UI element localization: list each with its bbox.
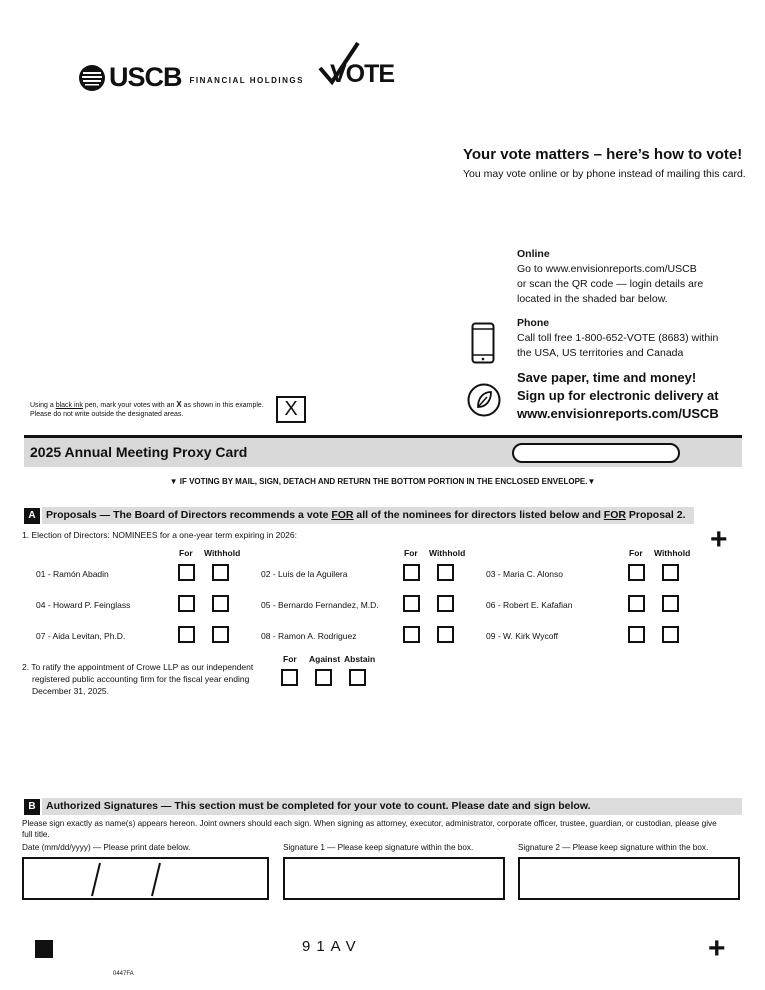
item-2-line-2: registered public accounting firm for the fiscal year ending: [32, 674, 250, 684]
plus-mark-icon: +: [710, 523, 728, 556]
section-b-note-1: Please sign exactly as name(s) appears hereon. Joint owners should each sign. When signing as attorney, executor, administrator, corporate officer, trustee, guardian, or custodian, please give: [22, 819, 717, 828]
phone-icon: [471, 322, 495, 364]
section-b-note-2: full title.: [22, 830, 50, 839]
section-a-title-mid: all of the nominees for directors listed below and: [353, 509, 604, 521]
uscb-logo: [78, 62, 304, 93]
proposal-2-against-checkbox[interactable]: [315, 669, 332, 686]
online-line-2: or scan the QR code — login details are: [517, 278, 704, 290]
date-label: Date (mm/dd/yyyy) — Please print date below.: [22, 843, 191, 852]
col-for: For: [404, 548, 418, 558]
nominee-03: 03 - Maria C. Alonso: [486, 569, 564, 579]
sig2-label: Signature 2 — Please keep signature within the box.: [518, 843, 709, 852]
signature-1-field[interactable]: [283, 857, 505, 900]
nominee-02-for-checkbox[interactable]: [403, 564, 420, 581]
section-a-title-post: Proposal 2.: [625, 509, 686, 521]
phone-line-1: Call toll free 1-800-652-VOTE (8683) within: [517, 332, 719, 344]
instr-pre: Using a: [30, 402, 56, 409]
instr-post: pen, mark your votes with an: [82, 402, 177, 409]
col-for: For: [283, 654, 297, 664]
col-for: For: [179, 548, 193, 558]
phone-heading: Phone: [517, 317, 550, 329]
plus-mark-icon: +: [708, 932, 726, 965]
nominee-01: 01 - Ramón Abadin: [36, 569, 109, 579]
nominee-09-withhold-checkbox[interactable]: [662, 626, 679, 643]
date-field[interactable]: [22, 857, 269, 900]
nominee-01-withhold-checkbox[interactable]: [212, 564, 229, 581]
example-mark-box: [276, 396, 306, 423]
col-withhold: Withhold: [204, 548, 241, 558]
sig1-label: Signature 1 — Please keep signature within the box.: [283, 843, 474, 852]
howto-subtitle: You may vote online or by phone instead of mailing this card.: [463, 168, 746, 180]
nominee-06-withhold-checkbox[interactable]: [662, 595, 679, 612]
date-separators: [24, 859, 267, 898]
howto-title: Your vote matters – here’s how to vote!: [463, 146, 743, 163]
nominee-05-for-checkbox[interactable]: [403, 595, 420, 612]
nominee-09: 09 - W. Kirk Wycoff: [486, 631, 559, 641]
footer-code: 91AV: [302, 938, 362, 955]
save-line-3: www.envisionreports.com/USCB: [517, 406, 719, 421]
logo-text: USCB: [109, 62, 182, 92]
item-2-line-1: 2. To ratify the appointment of Crowe LLP as our independent: [22, 662, 254, 672]
col-for: For: [629, 548, 643, 558]
save-line-2: Sign up for electronic delivery at: [517, 388, 719, 403]
card-title-bar: [24, 435, 742, 467]
nominee-02: 02 - Luis de la Aguilera: [261, 569, 348, 579]
instr-underline: black ink: [55, 402, 83, 409]
nominee-02-withhold-checkbox[interactable]: [437, 564, 454, 581]
triangle-down-icon: ▼: [587, 477, 596, 486]
col-withhold: Withhold: [654, 548, 691, 558]
section-a-title-pre: Proposals — The Board of Directors recommends a vote: [46, 509, 332, 521]
save-line-1: Save paper, time and money!: [517, 370, 697, 385]
instructions-line-1: [30, 400, 264, 409]
nominee-08: 08 - Ramon A. Rodriguez: [261, 631, 357, 641]
registration-square: [35, 940, 53, 958]
proposal-2-for-checkbox[interactable]: [281, 669, 298, 686]
section-a-header: [42, 507, 694, 524]
leaf-icon: [467, 383, 501, 417]
col-withhold: Withhold: [429, 548, 466, 558]
proposal-2-abstain-checkbox[interactable]: [349, 669, 366, 686]
section-a-letter: A: [24, 508, 40, 524]
example-mark: X: [284, 398, 298, 420]
nominee-05-withhold-checkbox[interactable]: [437, 595, 454, 612]
nominee-03-for-checkbox[interactable]: [628, 564, 645, 581]
logo-subtitle: FINANCIAL HOLDINGS: [189, 76, 304, 85]
vote-logo-text: VOTE: [330, 60, 395, 88]
nominee-08-withhold-checkbox[interactable]: [437, 626, 454, 643]
item-1-label: 1. Election of Directors: NOMINEES for a one-year term expiring in 2026:: [22, 530, 297, 540]
online-line-3: located in the shaded bar below.: [517, 293, 668, 305]
nominee-05: 05 - Bernardo Fernandez, M.D.: [261, 600, 379, 610]
section-b-title: Authorized Signatures — This section must be completed for your vote to count. Please date and sign below.: [46, 800, 591, 812]
section-b-header: [42, 798, 742, 815]
signature-2-field[interactable]: [518, 857, 740, 900]
nominee-07: 07 - Aida Levitan, Ph.D.: [36, 631, 126, 641]
detach-text: IF VOTING BY MAIL, SIGN, DETACH AND RETURN THE BOTTOM PORTION IN THE ENCLOSED ENVELOPE.: [179, 477, 588, 486]
nominee-04-for-checkbox[interactable]: [178, 595, 195, 612]
section-a-for-1: FOR: [331, 509, 354, 521]
online-line-1: Go to www.envisionreports.com/USCB: [517, 263, 697, 275]
section-a-title: [46, 509, 686, 521]
instr-end: as shown in this example.: [181, 402, 264, 409]
detach-instruction: [0, 477, 765, 486]
section-a-for-2: FOR: [603, 509, 626, 521]
nominee-01-for-checkbox[interactable]: [178, 564, 195, 581]
small-code: 0447FA: [113, 971, 134, 977]
nominee-09-for-checkbox[interactable]: [628, 626, 645, 643]
nominee-03-withhold-checkbox[interactable]: [662, 564, 679, 581]
triangle-down-icon: ▼: [169, 477, 180, 486]
section-b-letter: B: [24, 799, 40, 815]
item-2-line-3: December 31, 2025.: [32, 686, 110, 696]
nominee-08-for-checkbox[interactable]: [403, 626, 420, 643]
online-heading: Online: [517, 248, 550, 260]
instr-x: X: [176, 400, 182, 409]
instructions-line-2: Please do not write outside the designated areas.: [30, 411, 184, 418]
nominee-06: 06 - Robert E. Kafafian: [486, 600, 573, 610]
col-abstain: Abstain: [344, 654, 376, 664]
nominee-04: 04 - Howard P. Feinglass: [36, 600, 131, 610]
nominee-04-withhold-checkbox[interactable]: [212, 595, 229, 612]
nominee-06-for-checkbox[interactable]: [628, 595, 645, 612]
nominee-07-withhold-checkbox[interactable]: [212, 626, 229, 643]
col-against: Against: [309, 654, 341, 664]
phone-line-2: the USA, US territories and Canada: [517, 347, 684, 359]
uscb-emblem-icon: [78, 64, 106, 92]
nominee-07-for-checkbox[interactable]: [178, 626, 195, 643]
login-details-field[interactable]: [512, 443, 680, 463]
card-title: 2025 Annual Meeting Proxy Card: [30, 444, 248, 460]
